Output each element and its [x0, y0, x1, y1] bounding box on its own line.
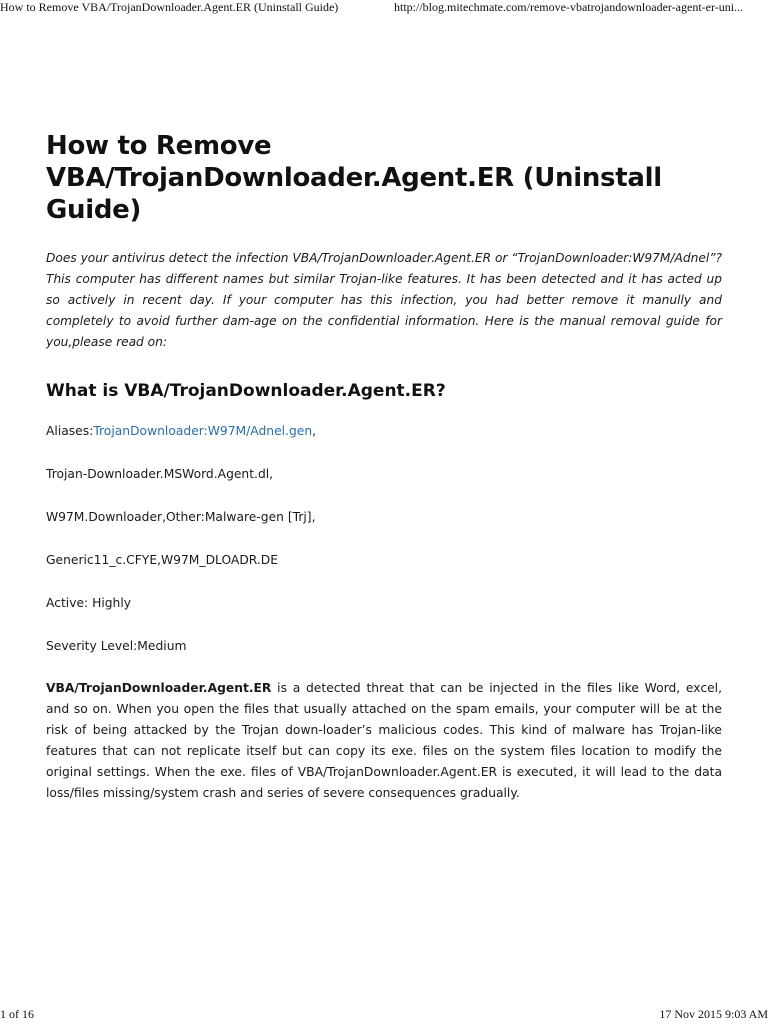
alias-line: W97M.Downloader,Other:Malware-gen [Trj], [46, 510, 316, 524]
alias-line: Trojan-Downloader.MSWord.Agent.dl, [46, 467, 274, 481]
threat-name: VBA/TrojanDownloader.Agent.ER [46, 681, 272, 695]
article-title: How to Remove VBA/TrojanDownloader.Agent.ER (Uninstall Guide) [46, 131, 662, 225]
print-datetime: 17 Nov 2015 9:03 AM [659, 1007, 768, 1021]
print-header-url: http://blog.mitechmate.com/remove-vbatrojandownloader-agent-er-uni... [394, 0, 744, 14]
alias-link[interactable]: TrojanDownloader:W97M/Adnel.gen [93, 424, 313, 438]
intro-paragraph: Does your antivirus detect the infection VBA/TrojanDownloader.Agent.ER or “TrojanDownloader:W97M/Adnel”? This computer has different names but similar Trojan-like features. It has been detected and it has acted up so actively in recent day. If your computer has this infection, you had better remove it manully and completely to avoid further dam-age on the confidential information. Here is the manual removal guide for you,please read on: [46, 251, 722, 349]
description-paragraph [46, 678, 722, 804]
description-text: is a detected threat that can be injected in the files like Word, excel, and so on. When you open the files that usually attached on the spam emails, your computer will be at the risk of being attacked by the Trojan down-loader’s malicious codes. This kind of malware has Trojan-like features that can not replicate itself but can copy its exe. files on the system files location to modify the original settings. When the exe. files of VBA/TrojanDownloader.Agent.ER is executed, it will lead to the data loss/files missing/system crash and series of severe consequences gradually. [46, 681, 722, 800]
aliases-suffix: , [312, 424, 317, 438]
alias-line: Generic11_c.CFYE,W97M_DLOADR.DE [46, 553, 279, 567]
print-footer [0, 1007, 768, 1023]
page-number: 1 of 16 [0, 1007, 34, 1021]
print-header [0, 0, 768, 16]
print-header-title: How to Remove VBA/TrojanDownloader.Agent.ER (Uninstall Guide) [0, 0, 339, 14]
article [46, 130, 722, 804]
active-line: Active: Highly [46, 596, 132, 610]
aliases-label: Aliases: [46, 424, 94, 438]
section-heading: What is VBA/TrojanDownloader.Agent.ER? [46, 381, 446, 401]
severity-line: Severity Level:Medium [46, 639, 187, 653]
aliases-line [46, 421, 722, 441]
